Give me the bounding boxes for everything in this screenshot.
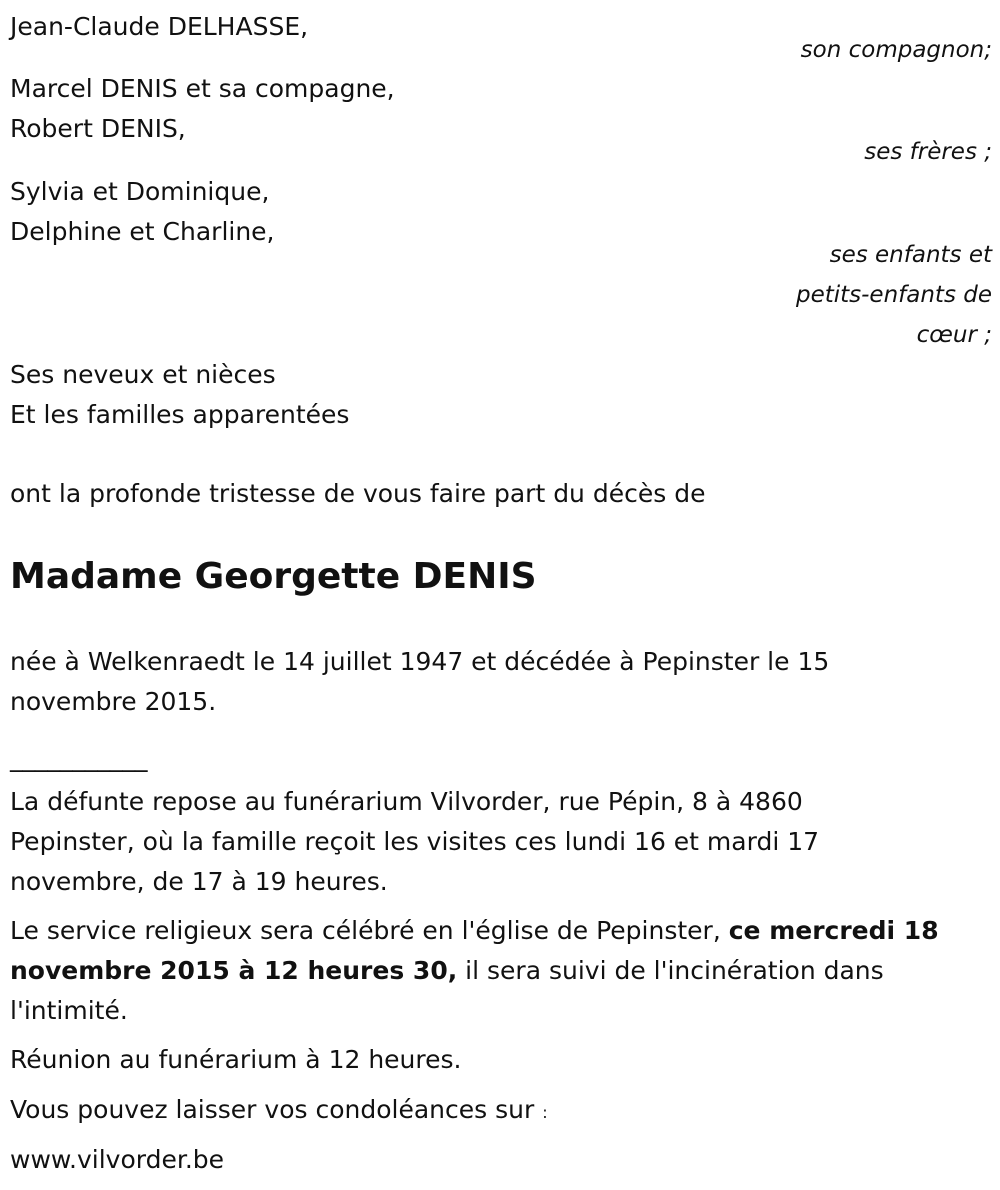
brother-2: Robert DENIS, (10, 114, 186, 143)
birth-death-line-1: née à Welkenraedt le 14 juillet 1947 et décédée à Pepinster le 15 (10, 647, 830, 676)
rest-line-3: novembre, de 17 à 19 heures. (10, 867, 388, 896)
website-link[interactable]: www.vilvorder.be (10, 1145, 225, 1174)
children-1: Sylvia et Dominique, (10, 177, 270, 206)
rest-line-1: La défunte repose au funérarium Vilvorder, rue Pépin, 8 à 4860 (10, 787, 803, 816)
brother-1: Marcel DENIS et sa compagne, (10, 74, 395, 103)
service-line-1 (10, 911, 939, 951)
companion-role: son compagnon; (800, 37, 992, 63)
relatives-2: Et les familles apparentées (10, 400, 350, 429)
service-date-bold-1: ce mercredi 18 (728, 916, 939, 945)
children-2: Delphine et Charline, (10, 217, 275, 246)
obituary-notice (10, 0, 992, 1190)
children-role-1: ses enfants et (829, 242, 992, 268)
service-prefix: Le service religieux sera célébré en l'église de Pepinster, (10, 916, 729, 945)
children-role-2: petits-enfants de (795, 282, 992, 308)
rest-line-2: Pepinster, où la famille reçoit les visites ces lundi 16 et mardi 17 (10, 827, 820, 856)
children-role-3: cœur ; (916, 322, 992, 348)
separator-line: ___________ (10, 743, 148, 772)
announcement-intro: ont la profonde tristesse de vous faire part du décès de (10, 479, 706, 508)
condolences-text: Vous pouvez laisser vos condoléances sur (10, 1095, 535, 1124)
deceased-name: Madame Georgette DENIS (10, 556, 537, 597)
condolences-colon: : (542, 1103, 548, 1122)
meeting-line: Réunion au funérarium à 12 heures. (10, 1045, 462, 1074)
brothers-role: ses frères ; (864, 139, 992, 165)
service-line-2 (10, 951, 884, 991)
companion-name: Jean-Claude DELHASSE, (10, 12, 309, 41)
service-date-bold-2: novembre 2015 à 12 heures 30, (10, 956, 458, 985)
condolences-line (10, 1090, 548, 1130)
birth-death-line-2: novembre 2015. (10, 687, 217, 716)
relatives-1: Ses neveux et nièces (10, 360, 276, 389)
service-line-3: l'intimité. (10, 996, 128, 1025)
service-suffix: il sera suivi de l'incinération dans (457, 956, 884, 985)
